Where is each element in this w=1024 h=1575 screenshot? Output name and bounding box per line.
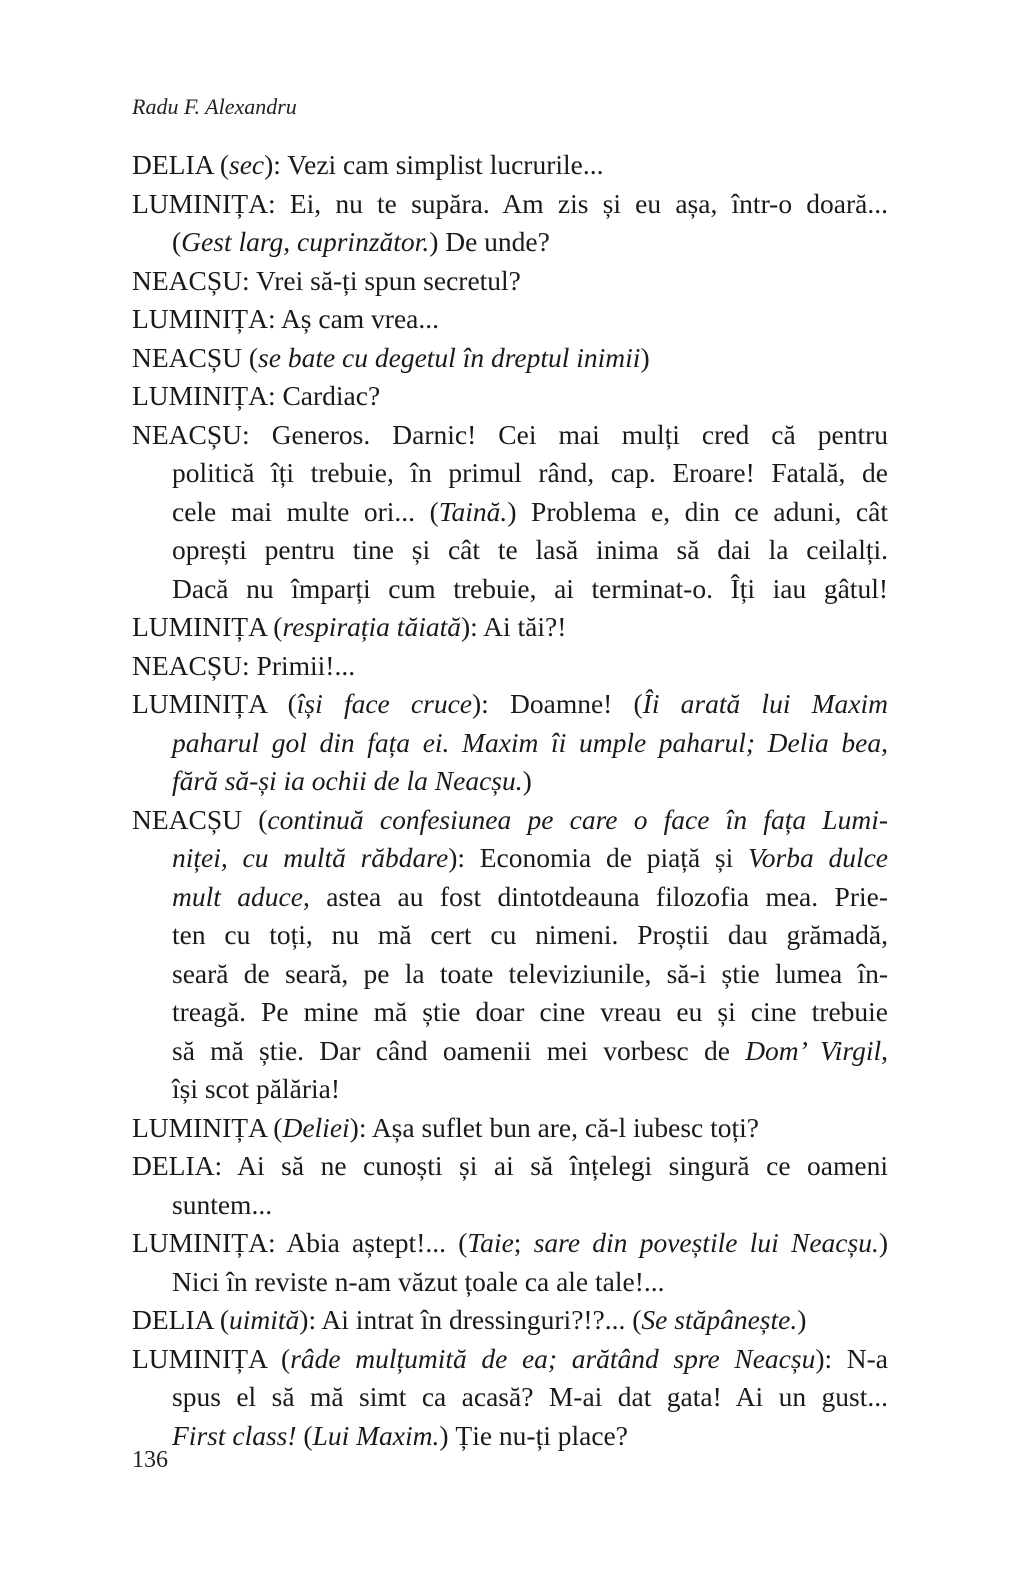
text-segment: LUMINIȚA ( [132,688,297,719]
text-line [132,1070,888,1109]
stage-direction: Taie [467,1227,514,1258]
text-line [132,377,888,416]
text-segment: DELIA ( [132,1304,229,1335]
text-segment: ) [522,765,532,796]
text-line [132,454,888,493]
text-line [132,339,888,378]
text-segment: ) Ție nu-ți place? [439,1419,628,1451]
text-segment: LUMINIȚA: Aș cam vrea... [132,303,439,334]
text-segment: LUMINIȚA ( [132,1111,283,1143]
stage-direction: sare din poveștile lui Neacșu. [533,1227,879,1258]
text-segment: DELIA: Ai să ne cunoști și ai să înțelegi singură ce oameni [132,1150,888,1181]
text-line [132,916,888,955]
text-segment: ): Economia de piață și [448,842,748,873]
stage-direction: Lui Maxim. [312,1419,440,1451]
text-segment: NEACȘU: Vrei să-ți spun secretul? [132,264,521,296]
text-line [132,1301,888,1340]
text-line [132,416,888,455]
text-segment: Nici în reviste n-am văzut țoale ca ale tale!... [172,1265,665,1297]
stage-direction: Deliei [282,1111,350,1143]
text-segment: LUMINIȚA: Ei, nu te supăra. Am zis și eu așa, într-o doară... [132,187,888,219]
running-head: Radu F. Alexandru [132,94,297,119]
text-segment: ): Ai tăi?! [460,611,567,642]
text-segment: treagă. Pe mine mă știe doar cine vreau eu și cine trebuie [172,996,888,1027]
text-segment: LUMINIȚA ( [132,611,283,642]
text-line [132,801,888,840]
text-line [132,724,888,763]
stage-direction: Se stăpânește. [641,1304,798,1335]
text-segment: cele mai multe ori... ( [172,495,439,527]
stage-direction: fără să-și ia ochii de la Neacșu. [172,765,523,796]
text-segment: ) De unde? [429,226,550,257]
text-segment: seară de seară, pe la toate televiziunile, să-i știe lumea în- [172,957,888,989]
text-segment: ): Ai intrat în dressinguri?!?... ( [299,1304,642,1335]
stage-direction: continuă confesiunea pe care o face în fața Lumi- [267,803,889,835]
text-segment: LUMINIȚA: Abia aștept!... ( [132,1227,468,1258]
text-segment: DELIA ( [132,149,229,180]
text-line [132,685,888,724]
play-text [132,146,888,1455]
text-segment: ): N-a [815,1342,888,1374]
text-line [132,647,888,686]
stage-direction: își face cruce [296,688,473,719]
text-segment: , astea au fost dintotdeauna filozofia mea. Prie- [302,880,888,912]
text-segment: ( [296,1419,313,1451]
text-line [132,223,888,262]
text-segment: LUMINIȚA ( [132,1342,291,1374]
text-line [132,1340,888,1379]
text-line [132,570,888,609]
text-line [132,1263,888,1302]
text-segment: ): Doamne! ( [472,688,643,719]
stage-direction: Vorba dulce [748,842,889,873]
stage-direction: First class! [172,1419,297,1451]
text-segment: politică îți trebuie, în primul rând, cap. Eroare! Fatală, de [172,457,888,488]
stage-direction: respirația tăiată [282,611,461,642]
text-segment: suntem... [172,1188,273,1220]
stage-direction: Îi arată lui Maxim [642,688,889,719]
text-line [132,955,888,994]
text-line [132,608,888,647]
text-segment: ) [640,341,650,373]
text-line [132,878,888,917]
text-line [132,1417,888,1456]
stage-direction: uimită [229,1304,300,1335]
stage-direction: Gest larg, cuprinzător. [181,226,430,257]
text-line [132,1378,888,1417]
text-line [132,1032,888,1071]
text-line [132,300,888,339]
text-segment: ) Problema e, din ce aduni, cât [507,495,888,527]
text-segment: ( [172,226,182,257]
stage-direction: se bate cu degetul în dreptul inimii [258,341,641,373]
text-line [132,262,888,301]
stage-direction: Taină. [438,495,508,527]
text-segment: ) [878,1227,888,1258]
text-segment: ): Așa suflet bun are, că-l iubesc toți? [349,1111,759,1143]
text-segment: spus el să mă simt ca acasă? M-ai dat gata! Ai un gust... [172,1381,888,1412]
text-line [132,839,888,878]
text-segment: să mă știe. Dar când oamenii mei vorbesc de [172,1034,746,1066]
text-line [132,1186,888,1225]
text-segment: NEACȘU: Primii!... [132,649,356,681]
text-line [132,146,888,185]
stage-direction: râde mulțumită de ea; arătând spre Neacșu [290,1342,816,1374]
text-segment: își scot pălăria! [172,1073,340,1104]
text-segment: NEACȘU ( [132,803,268,835]
text-line [132,1224,888,1263]
stage-direction: sec [229,149,265,180]
text-segment: LUMINIȚA: Cardiac? [132,380,381,411]
stage-direction: paharul gol din fața ei. Maxim îi umple paharul; Delia bea, [172,726,888,758]
stage-direction: Dom’ Virgil [745,1034,882,1066]
text-segment: NEACȘU: Generos. Darnic! Cei mai mulți cred că pentru [132,418,888,450]
text-line [132,1147,888,1186]
text-line [132,993,888,1032]
text-line [132,531,888,570]
text-segment: ; [513,1227,534,1258]
text-line [132,762,888,801]
text-segment: ten cu toți, nu mă cert cu nimeni. Proștii dau grămadă, [172,919,888,950]
text-segment: Dacă nu împarți cum trebuie, ai terminat-o. Îți iau gâtul! [172,572,888,604]
text-segment: , [881,1034,888,1066]
text-line [132,493,888,532]
stage-direction: mult aduce [172,880,303,912]
stage-direction: niței, cu multă răbdare [172,842,449,873]
text-segment: NEACȘU ( [132,341,259,373]
text-line [132,185,888,224]
page-number: 136 [132,1447,168,1473]
text-segment: ): Vezi cam simplist lucrurile... [264,149,604,180]
text-segment: ) [797,1304,807,1335]
text-segment: oprești pentru tine și cât te lasă inima să dai la ceilalți. [172,534,888,565]
text-line [132,1109,888,1148]
